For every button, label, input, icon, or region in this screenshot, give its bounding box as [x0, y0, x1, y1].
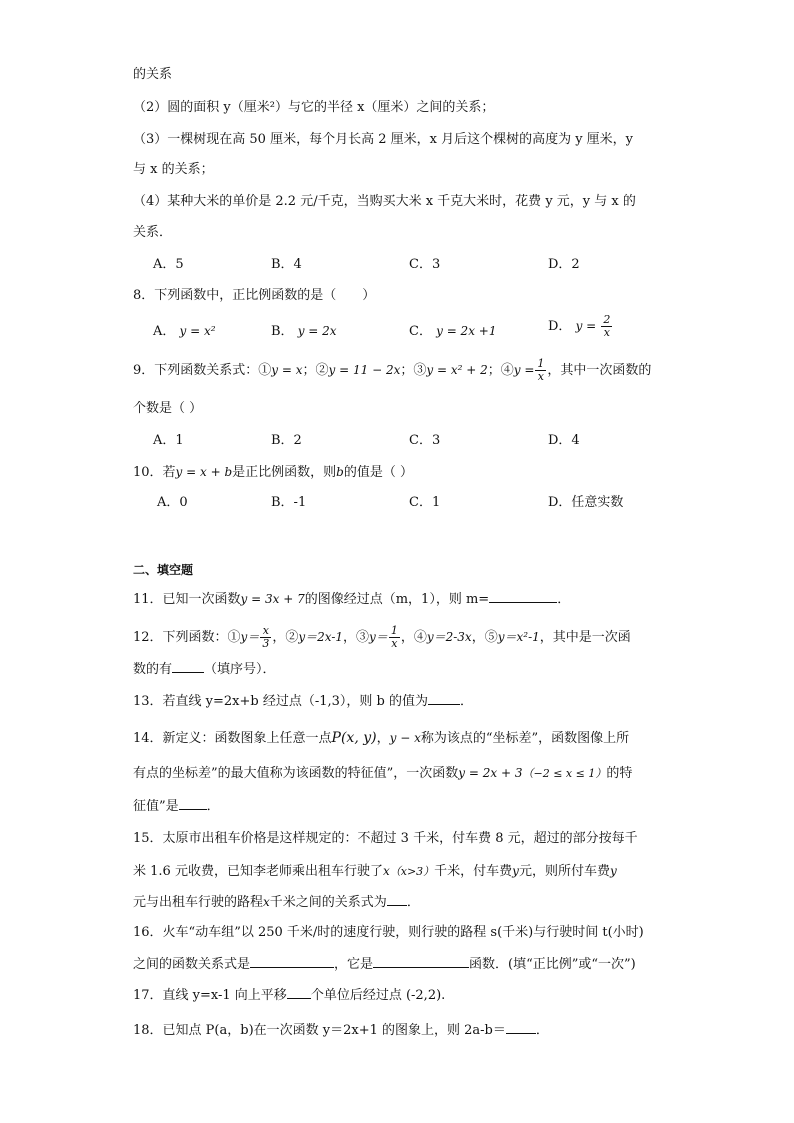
q14-line1-suffix: 称为该点的“坐标差”，函数图像上所 — [420, 731, 630, 746]
q11-middle: 的图像经过点（m，1），则 m= — [304, 592, 490, 607]
q10-option-b[interactable]: B．-1 — [271, 495, 307, 510]
q9-stem-prefix: 9．下列函数关系式：① — [133, 363, 272, 378]
q12-answer-blank[interactable] — [172, 660, 204, 673]
q8-option-c-label: C． — [409, 324, 432, 339]
q14-domain-condition: （−2 ≤ x ≤ 1） — [522, 767, 607, 780]
q12-formula-3-fraction — [389, 625, 400, 650]
q10-middle: 是正比例函数，则 — [232, 465, 337, 480]
q10-prefix: 10．若 — [133, 465, 176, 480]
q7-item-3-line-1: （3）一棵树现在高 50 厘米，每个月长高 2 厘米，x 月后这个棵树的高度为 y 厘米，y — [133, 132, 634, 147]
q15-variable-x-2: x — [263, 895, 270, 909]
q7-item-3-line-2: 与 x 的关系； — [133, 162, 214, 177]
q12-stem-line-2 — [133, 660, 276, 679]
q10-formula: y = x + b — [175, 465, 233, 479]
q14-comma: ， — [376, 731, 390, 746]
q14-line1-prefix: 14．新定义：函数图象上任意一点 — [133, 731, 332, 746]
q14-point-p: P(x, y) — [331, 730, 377, 746]
fraction-denominator: x — [391, 637, 398, 650]
q10-option-c[interactable]: C．1 — [409, 495, 441, 510]
q16-line2-prefix: 之间的函数关系式是 — [133, 957, 251, 972]
fraction-denominator: 3 — [262, 637, 270, 650]
q7-option-a[interactable]: A．5 — [153, 257, 184, 272]
q15-variable-y: y — [512, 864, 519, 878]
q12-sep-4: ，④ — [400, 630, 427, 645]
q15-end: ． — [406, 895, 420, 910]
section-heading-fill-in: 二、填空题 — [133, 563, 194, 577]
q7-option-b[interactable]: B．4 — [271, 257, 302, 272]
q8-option-a-formula: y = x² — [179, 324, 216, 338]
q9-formula-2: y = 11 − 2x — [328, 363, 401, 377]
q14-line2-prefix: 有点的坐标差”的最大值称为该函数的特征值”，一次函数 — [133, 766, 459, 781]
q8-option-c[interactable] — [409, 322, 496, 341]
q14-coordinate-difference: y − x — [389, 731, 421, 745]
q15-line2-mid: 千米，付车费 — [434, 864, 513, 879]
q14-end: ． — [206, 799, 220, 814]
fraction-numerator: 2 — [603, 313, 611, 326]
q12-formula-1-lhs: y＝ — [240, 630, 260, 644]
q11-stem — [133, 590, 570, 609]
q9-option-b[interactable]: B．2 — [271, 433, 302, 448]
q7-item-4-line-1: （4）某种大米的单价是 2.2 元/千克，当购买大米 x 千克大米时，花费 y 元，y 与 x 的 — [133, 194, 636, 209]
q8-option-a[interactable] — [153, 322, 216, 341]
fraction-numerator: x — [260, 625, 271, 638]
q17-prefix: 17．直线 y=x-1 向上平移 — [133, 988, 287, 1003]
q10-option-a[interactable]: A．0 — [157, 495, 188, 510]
q11-formula: y = 3x + 7 — [240, 592, 305, 606]
q15-answer-blank[interactable] — [387, 893, 407, 906]
q12-formula-1-fraction — [260, 625, 271, 650]
q13-answer-blank[interactable] — [428, 692, 460, 705]
q16-answer-blank-2[interactable] — [373, 955, 469, 968]
q12-formula-2: y＝2x-1 — [298, 630, 344, 644]
q17-answer-blank[interactable] — [287, 986, 311, 999]
q11-end: ． — [557, 592, 571, 607]
q8-option-b[interactable] — [271, 322, 337, 341]
q9-stem-line-1 — [133, 358, 651, 383]
q18-end: ． — [535, 1023, 549, 1038]
q8-option-c-formula: y = 2x +1 — [436, 324, 497, 338]
q9-option-a[interactable]: A．1 — [153, 433, 184, 448]
q9-stem-line-2: 个数是（ ） — [133, 401, 203, 416]
q14-line2-suffix: 的特 — [606, 766, 633, 781]
q14-formula: y = 2x + 3 — [458, 766, 523, 780]
q11-answer-blank[interactable] — [489, 590, 557, 603]
q15-condition: （x>3） — [389, 865, 435, 878]
q10-option-d[interactable]: D．任意实数 — [548, 495, 624, 510]
q10-suffix: 的值是（ ） — [343, 465, 413, 480]
q7-continuation-line-1: 的关系 — [133, 67, 173, 82]
q15-line2-prefix: 米 1.6 元收费，已知李老师乘出租车行驶了 — [133, 864, 383, 879]
q9-stem-suffix: ，其中一次函数的 — [547, 363, 652, 378]
q12-sep-5: ，⑤ — [471, 630, 498, 645]
q15-line3-mid: 千米之间的关系式为 — [269, 895, 387, 910]
q15-variable-x: x — [382, 864, 390, 878]
q14-stem-line-3 — [133, 797, 220, 816]
q15-variable-y-2: y — [609, 864, 617, 878]
q9-formula-3: y = x² + 2 — [426, 363, 488, 377]
q12-suffix: ，其中是一次函 — [539, 630, 631, 645]
fraction-numerator: 1 — [537, 357, 545, 370]
q16-answer-blank-1[interactable] — [250, 955, 334, 968]
q8-option-a-label: A． — [153, 324, 176, 339]
q12-prefix: 12．下列函数：① — [133, 630, 241, 645]
q8-option-b-label: B． — [271, 324, 294, 339]
q9-sep-2: ；③ — [400, 363, 427, 378]
q15-stem-line-2 — [133, 862, 617, 881]
q12-formula-5: y＝x²-1 — [497, 630, 540, 644]
q8-option-d-fraction — [601, 314, 612, 339]
q10-variable-b: b — [336, 465, 344, 479]
q7-item-4-line-2: 关系． — [133, 225, 173, 240]
q7-option-d[interactable]: D．2 — [548, 257, 580, 272]
q18-answer-blank[interactable] — [506, 1021, 536, 1034]
q9-formula-4-lhs: y = — [513, 363, 535, 377]
q15-stem-line-3 — [133, 893, 420, 912]
q9-formula-1: y = x — [271, 363, 303, 377]
q16-stem-line-1: 16．火车“动车组”以 250 千米/时的速度行驶，则行驶的路程 s(千米)与行驶时间 t(小时) — [133, 925, 644, 940]
fraction-denominator: x — [603, 326, 610, 339]
q12-sep-2: ，② — [272, 630, 299, 645]
q8-option-d[interactable] — [548, 314, 613, 339]
q16-line2-mid: ，它是 — [334, 957, 374, 972]
q16-stem-line-2 — [133, 955, 636, 974]
q14-stem-line-1 — [133, 729, 629, 748]
q10-stem — [133, 463, 413, 482]
q12-formula-4: y＝2-3x — [426, 630, 472, 644]
q12-stem-line-1 — [133, 625, 631, 650]
q17-stem — [133, 986, 445, 1005]
q14-stem-line-2 — [133, 764, 632, 783]
q18-stem — [133, 1021, 549, 1040]
q11-prefix: 11．已知一次函数 — [133, 592, 241, 607]
q13-text: 13．若直线 y=2x+b 经过点（-1,3），则 b 的值为 — [133, 694, 429, 709]
q9-option-c[interactable]: C．3 — [409, 433, 441, 448]
q16-line2-suffix: 函数．(填“正比例”或“一次”) — [469, 957, 636, 972]
q12-line2-prefix: 数的有 — [133, 662, 173, 677]
q8-option-b-formula: y = 2x — [297, 324, 337, 338]
q15-line2-suffix: 元，则所付车费 — [518, 864, 610, 879]
q12-sep-3: ，③ — [343, 630, 370, 645]
q8-stem: 8．下列函数中，正比例函数的是（ ） — [133, 288, 376, 303]
q9-formula-4-fraction — [535, 358, 546, 383]
q13-end: ． — [460, 694, 474, 709]
q15-line3-prefix: 元与出租车行驶的路程 — [133, 895, 264, 910]
q7-item-2: （2）圆的面积 y（厘米²）与它的半径 x（厘米）之间的关系； — [133, 100, 495, 115]
q17-suffix: 个单位后经过点 (-2,2). — [310, 988, 446, 1003]
q13-stem — [133, 692, 473, 711]
fraction-numerator: 1 — [390, 624, 398, 637]
q8-option-d-label: D． — [548, 319, 572, 334]
q14-answer-blank[interactable] — [179, 797, 207, 810]
q9-option-d[interactable]: D．4 — [548, 433, 580, 448]
q12-line2-suffix: （填序号）． — [204, 662, 276, 677]
fraction-denominator: x — [537, 370, 545, 383]
q18-prefix: 18．已知点 P(a，b)在一次函数 y＝2x+1 的图象上，则 2a-b＝ — [133, 1023, 506, 1038]
q8-option-d-formula-lhs: y = — [575, 319, 597, 333]
q15-stem-line-1: 15．太原市出租车价格是这样规定的：不超过 3 千米，付车费 8 元，超过的部分按每千 — [133, 831, 638, 846]
q14-line3-prefix: 征值”是 — [133, 799, 179, 814]
q9-sep-3: ；④ — [487, 363, 514, 378]
q12-formula-3-lhs: y＝ — [369, 630, 388, 644]
q9-sep-1: ；② — [302, 363, 329, 378]
q7-option-c[interactable]: C．3 — [409, 257, 441, 272]
